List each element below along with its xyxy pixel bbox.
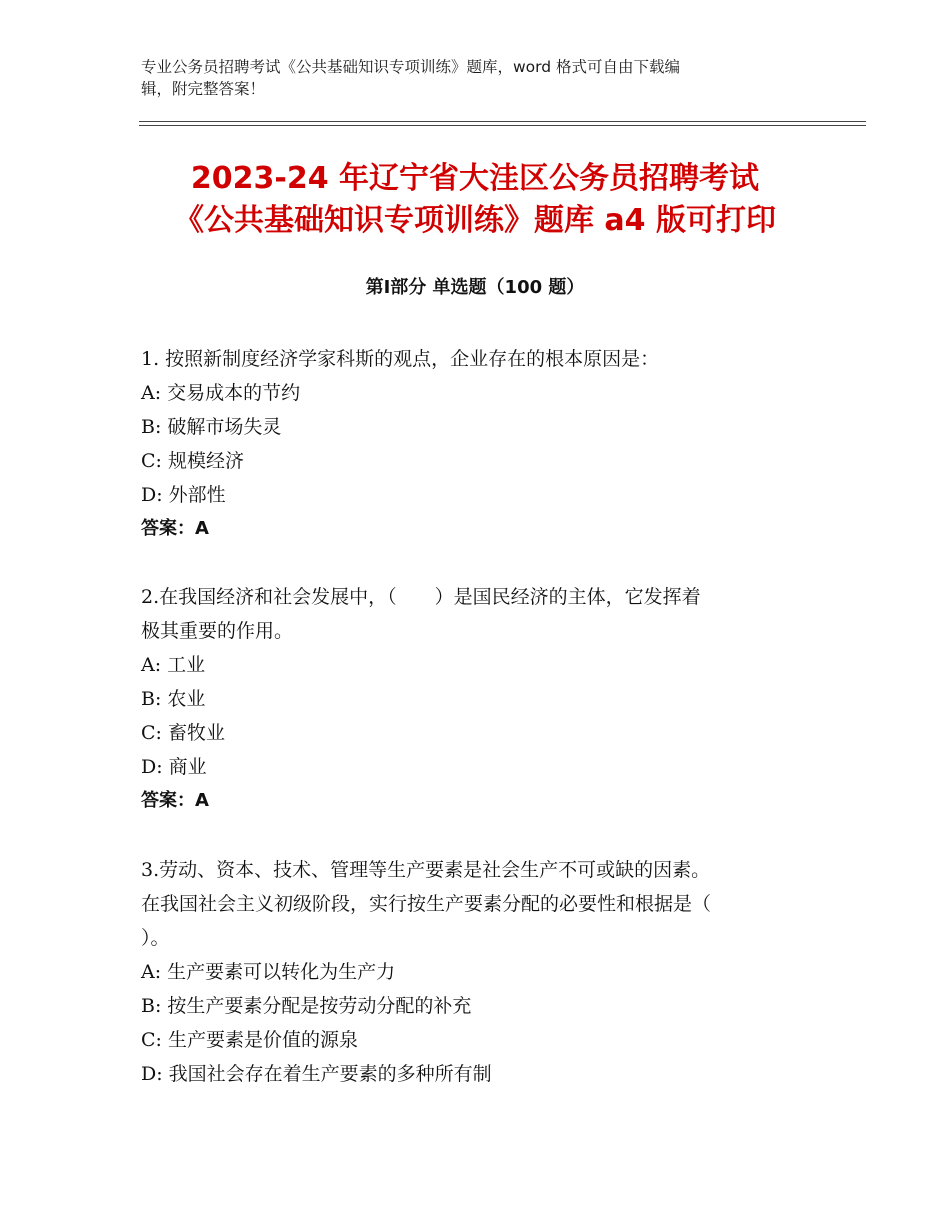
question-block [141, 580, 801, 818]
answer-label: 答案：A [141, 790, 209, 811]
option-d: D: 我国社会存在着生产要素的多种所有制 [141, 1063, 492, 1085]
document-title-line: 《公共基础知识专项训练》题库 a4 版可打印 [173, 203, 776, 238]
question-stem: 1. 按照新制度经济学家科斯的观点，企业存在的根本原因是： [141, 348, 660, 370]
option-d: D: 商业 [141, 756, 207, 778]
header-note-line: 专业公务员招聘考试《公共基础知识专项训练》题库，word 格式可自由下载编 [141, 58, 681, 76]
question-stem: 极其重要的作用。 [141, 620, 294, 642]
option-b: B: 按生产要素分配是按劳动分配的补充 [141, 995, 472, 1017]
option-b: B: 农业 [141, 688, 206, 710]
answer-label: 答案：A [141, 518, 209, 539]
question-block [141, 853, 801, 1091]
option-c: C: 畜牧业 [141, 722, 225, 744]
option-c: C: 生产要素是价值的源泉 [141, 1029, 358, 1051]
header-divider [139, 125, 866, 126]
option-c: C: 规模经济 [141, 450, 244, 472]
question-stem: 3.劳动、资本、技术、管理等生产要素是社会生产不可或缺的因素。 [141, 859, 711, 881]
header-note-line: 辑，附完整答案！ [141, 80, 266, 98]
header-divider [139, 121, 866, 122]
question-stem: 在我国社会主义初级阶段，实行按生产要素分配的必要性和根据是（ [141, 893, 712, 915]
question-stem: ）。 [141, 927, 170, 949]
section-heading: 第Ⅰ部分 单选题（100 题） [365, 277, 585, 298]
option-a: A: 工业 [141, 654, 206, 676]
question-stem: 2.在我国经济和社会发展中，（ ）是国民经济的主体，它发挥着 [141, 586, 701, 608]
option-a: A: 生产要素可以转化为生产力 [141, 961, 396, 983]
document-title-line: 2023-24 年辽宁省大洼区公务员招聘考试 [190, 161, 760, 196]
option-b: B: 破解市场失灵 [141, 416, 282, 438]
option-a: A: 交易成本的节约 [141, 382, 301, 404]
question-block [141, 342, 801, 546]
header-note [141, 56, 801, 100]
option-d: D: 外部性 [141, 484, 226, 506]
